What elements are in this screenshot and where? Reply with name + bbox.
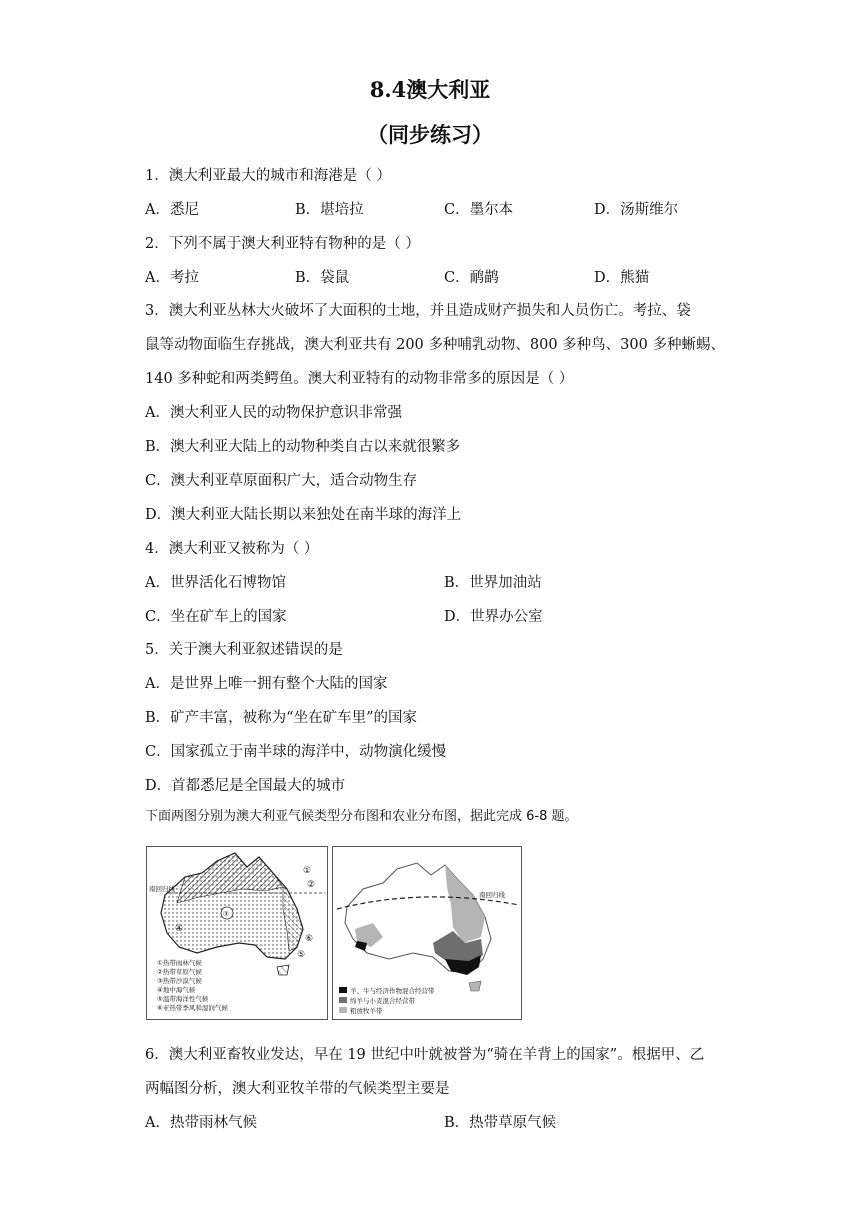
q1-option-a[interactable]: A．悉尼 bbox=[145, 202, 199, 218]
question-3-stem-line-3: 140 多种蛇和两类鳄鱼。澳大利亚特有的动物非常多的原因是（ ） bbox=[145, 371, 574, 387]
q2-option-d[interactable]: D．熊猫 bbox=[594, 270, 650, 286]
legend-swatch-mixed bbox=[339, 987, 347, 993]
q6-option-b[interactable]: B．热带草原气候 bbox=[444, 1115, 557, 1131]
marker-6: ⑥ bbox=[305, 934, 314, 944]
legend-item-5: ⑤温带海洋性气候 bbox=[157, 995, 209, 1003]
legend-item-2: ②热带草原气候 bbox=[157, 968, 202, 976]
climate-map bbox=[146, 846, 328, 1020]
tropic-label-2: 南回归线 bbox=[479, 891, 505, 899]
question-6-stem-line-1: 6．澳大利亚畜牧业发达，早在 19 世纪中叶就被誉为“骑在羊背上的国家”。根据甲、乙 bbox=[145, 1047, 705, 1063]
marker-5: ⑤ bbox=[297, 950, 306, 960]
climate-map-svg bbox=[147, 847, 327, 1019]
q3-option-d[interactable]: D．澳大利亚大陆长期以来独处在南半球的海洋上 bbox=[145, 507, 462, 523]
q4-option-d[interactable]: D．世界办公室 bbox=[444, 609, 543, 625]
tasmania-2 bbox=[469, 981, 481, 991]
agriculture-map-svg bbox=[333, 847, 521, 1019]
q5-option-d[interactable]: D．首都悉尼是全国最大的城市 bbox=[145, 778, 346, 794]
question-4-stem: 4．澳大利亚又被称为（ ） bbox=[145, 541, 319, 557]
question-3-stem-line-1: 3．澳大利亚丛林大火破坏了大面积的土地，并且造成财产损失和人员伤亡。考拉、袋 bbox=[145, 303, 691, 319]
legend-sheep-wheat: 绵羊与小麦混合经营带 bbox=[350, 997, 415, 1005]
legend-swatch-sheep-wheat bbox=[339, 997, 347, 1003]
q4-option-a[interactable]: A．世界活化石博物馆 bbox=[145, 575, 286, 591]
q1-option-c[interactable]: C．墨尔本 bbox=[444, 202, 514, 218]
legend-item-3: ③热带沙漠气候 bbox=[157, 977, 202, 985]
q4-option-c[interactable]: C．坐在矿车上的国家 bbox=[145, 609, 287, 625]
legend-item-6: ⑥亚热带季风和湿润气候 bbox=[157, 1004, 228, 1012]
q4-option-b[interactable]: B．世界加油站 bbox=[444, 575, 542, 591]
marker-4: ④ bbox=[175, 924, 184, 934]
q5-option-a[interactable]: A．是世界上唯一拥有整个大陆的国家 bbox=[145, 676, 388, 692]
q2-option-b[interactable]: B．袋鼠 bbox=[295, 270, 350, 286]
q5-option-b[interactable]: B．矿产丰富，被称为“坐在矿车里”的国家 bbox=[145, 710, 417, 726]
intro-6-8: 下面两图分别为澳大利亚气候类型分布图和农业分布图，据此完成 6-8 题。 bbox=[145, 809, 578, 824]
legend-item-4: ④地中海气候 bbox=[157, 986, 196, 994]
page-subtitle: （同步练习） bbox=[367, 122, 493, 147]
q3-option-b[interactable]: B．澳大利亚大陆上的动物种类自古以来就很繁多 bbox=[145, 439, 461, 455]
marker-3: ③ bbox=[223, 910, 229, 918]
agriculture-map bbox=[332, 846, 522, 1020]
q3-option-a[interactable]: A．澳大利亚人民的动物保护意识非常强 bbox=[145, 405, 402, 421]
tasmania bbox=[277, 965, 289, 975]
question-1-stem: 1．澳大利亚最大的城市和海港是（ ） bbox=[145, 168, 391, 184]
q5-option-c[interactable]: C．国家孤立于南半球的海洋中，动物演化缓慢 bbox=[145, 744, 447, 760]
legend-grazing: 粗放牧羊带 bbox=[350, 1007, 383, 1015]
q3-option-c[interactable]: C．澳大利亚草原面积广大，适合动物生存 bbox=[145, 473, 418, 489]
q1-option-d[interactable]: D．汤斯维尔 bbox=[594, 202, 679, 218]
marker-1: ① bbox=[303, 866, 312, 876]
marker-2: ② bbox=[307, 880, 316, 890]
legend-item-1: ①热带雨林气候 bbox=[157, 959, 202, 967]
q2-option-c[interactable]: C．鸸鹋 bbox=[444, 270, 499, 286]
tropic-label: 南回归线 bbox=[149, 885, 175, 893]
legend-swatch-grazing bbox=[339, 1007, 347, 1013]
page-title: 8.4澳大利亚 bbox=[369, 77, 491, 102]
q2-option-a[interactable]: A．考拉 bbox=[145, 270, 199, 286]
legend-mixed: 羊、牛与经济作物混合经营带 bbox=[350, 987, 435, 995]
q6-option-a[interactable]: A．热带雨林气候 bbox=[145, 1115, 257, 1131]
question-6-stem-line-2: 两幅图分析，澳大利亚牧羊带的气候类型主要是 bbox=[145, 1081, 450, 1097]
question-5-stem: 5．关于澳大利亚叙述错误的是 bbox=[145, 642, 343, 658]
question-3-stem-line-2: 鼠等动物面临生存挑战，澳大利亚共有 200 多种哺乳动物、800 多种鸟、300 多种蜥蜴、 bbox=[145, 337, 725, 353]
question-2-stem: 2．下列不属于澳大利亚特有物种的是（ ） bbox=[145, 236, 420, 252]
q1-option-b[interactable]: B．堪培拉 bbox=[295, 202, 364, 218]
